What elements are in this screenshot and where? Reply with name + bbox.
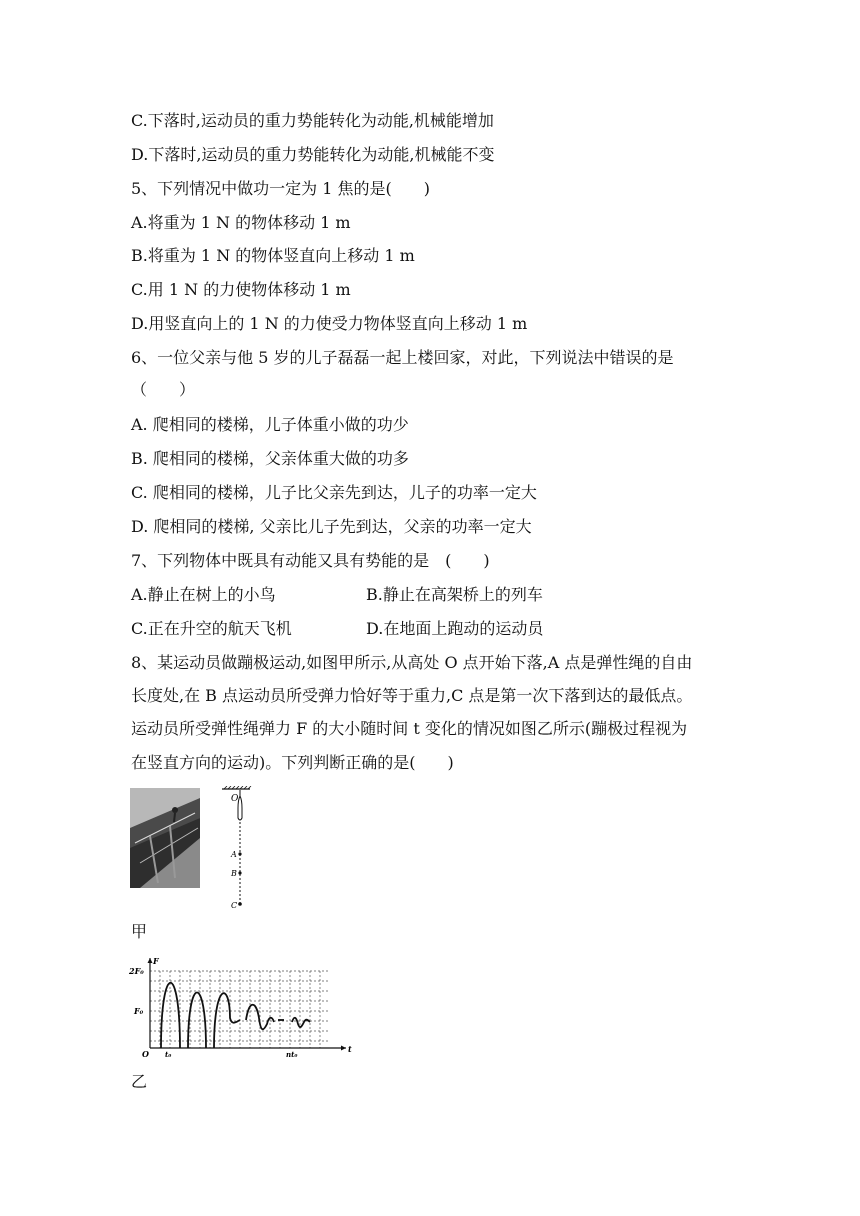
q4-option-d: D.下落时,运动员的重力势能转化为动能,机械能不变 xyxy=(131,145,495,164)
q5-option-a: A.将重为 1 N 的物体移动 1 m xyxy=(131,213,351,232)
bungee-diagram xyxy=(214,786,254,912)
x-tick-t0: t₀ xyxy=(165,1050,172,1059)
q4-option-c: C.下落时,运动员的重力势能转化为动能,机械能增加 xyxy=(131,111,494,130)
q8-stem-line-3: 运动员所受弹性绳弹力 F 的大小随时间 t 变化的情况如图乙所示(蹦极过程视为 xyxy=(131,719,688,738)
q8-stem-line-4: 在竖直方向的运动)。下列判断正确的是( ) xyxy=(131,753,454,772)
q7-option-d: D.在地面上跑动的运动员 xyxy=(366,619,544,638)
q5-option-b: B.将重为 1 N 的物体竖直向上移动 1 m xyxy=(131,246,415,265)
q7-option-c: C.正在升空的航天飞机 xyxy=(131,619,292,638)
point-c-label: C xyxy=(231,901,238,910)
point-b-label: B xyxy=(231,869,237,878)
y-tick-f0: F₀ xyxy=(134,1006,144,1016)
q8-stem-line-1: 8、某运动员做蹦极运动,如图甲所示,从高处 O 点开始下落,A 点是弹性绳的自由 xyxy=(131,653,693,672)
point-o-label: O xyxy=(231,794,239,804)
figure-jia-caption: 甲 xyxy=(131,922,148,941)
q7-option-a: A.静止在树上的小鸟 xyxy=(131,585,276,604)
point-a-label: A xyxy=(231,850,237,859)
q6-option-d: D. 爬相同的楼梯, 父亲比儿子先到达，父亲的功率一定大 xyxy=(131,517,532,536)
origin-label: O xyxy=(142,1049,149,1059)
force-time-graph xyxy=(128,956,360,1060)
q7-option-b: B.静止在高架桥上的列车 xyxy=(366,585,543,604)
q8-stem-line-2: 长度处,在 B 点运动员所受弹力恰好等于重力,C 点是第一次下落到达的最低点。 xyxy=(131,686,693,705)
q6-stem-paren: （ ） xyxy=(131,380,196,399)
bungee-photo xyxy=(130,788,200,888)
q5-option-d: D.用竖直向上的 1 N 的力使受力物体竖直向上移动 1 m xyxy=(131,314,528,333)
x-axis-label: t xyxy=(348,1044,352,1054)
x-tick-nt0: nt₀ xyxy=(286,1050,298,1059)
bungee-photo-image xyxy=(130,788,200,888)
y-axis-label: F xyxy=(153,956,159,966)
q6-option-a: A. 爬相同的楼梯，儿子体重小做的功少 xyxy=(131,415,409,434)
figure-yi-caption: 乙 xyxy=(131,1072,148,1091)
q6-stem: 6、一位父亲与他 5 岁的儿子磊磊一起上楼回家，对此，下列说法中错误的是 xyxy=(131,348,674,367)
y-tick-2f0: 2F₀ xyxy=(129,966,144,976)
q7-stem: 7、下列物体中既具有动能又具有势能的是 ( ) xyxy=(131,551,490,570)
q6-option-b: B. 爬相同的楼梯，父亲体重大做的功多 xyxy=(131,449,409,468)
q6-option-c: C. 爬相同的楼梯，儿子比父亲先到达，儿子的功率一定大 xyxy=(131,483,537,502)
q5-stem: 5、下列情况中做功一定为 1 焦的是( ) xyxy=(131,179,431,198)
q5-option-c: C.用 1 N 的力使物体移动 1 m xyxy=(131,280,351,299)
